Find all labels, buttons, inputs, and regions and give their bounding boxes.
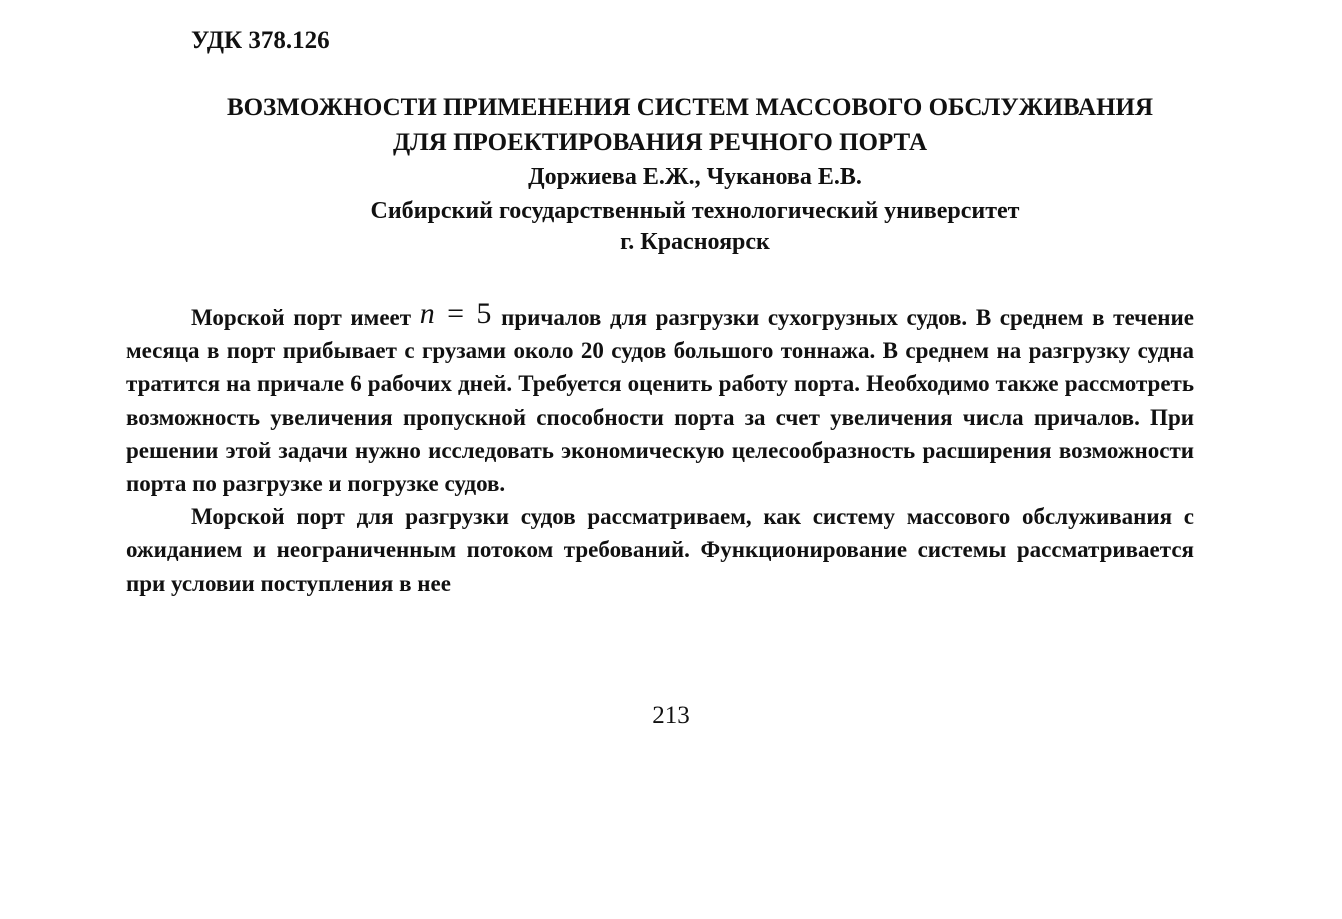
formula-variable: n (419, 297, 436, 330)
formula-value: = 5 (435, 297, 493, 330)
affiliation: Сибирский государственный технологический университет (370, 198, 1020, 224)
authors: Доржиева Е.Ж., Чуканова Е.В. (528, 164, 862, 190)
paragraph-2: Морской порт для разгрузки судов рассматриваем, как систему массового обслуживания с ожиданием и неограниченным потоком требований. Функционирование системы рассматривается при условии поступления в нее (126, 504, 1194, 596)
paragraph-1-start: Морской порт имеет (191, 305, 420, 330)
paragraph-1-rest: причалов для разгрузки сухогрузных судов. В среднем в течение месяца в порт прибывает с грузами около 20 судов большого тоннажа. В среднем на разгрузку судна тратится на причале 6 рабочих дней. Требуется оценить работу порта. Необходимо также рассмотреть возможность увеличения пропускной способности порта за счет увеличения числа причалов. При решении этой задачи нужно исследовать экономическую целесообразность расширения возможности порта по разгрузке и погрузке судов. (126, 305, 1195, 497)
paper-title-line-2: ДЛЯ ПРОЕКТИРОВАНИЯ РЕЧНОГО ПОРТА (392, 129, 928, 156)
page-number: 213 (652, 702, 690, 729)
udc-code: УДК 378.126 (191, 27, 330, 54)
paragraph-1 (126, 297, 1194, 500)
body-text (126, 297, 1194, 600)
paper-title-line-1: ВОЗМОЖНОСТИ ПРИМЕНЕНИЯ СИСТЕМ МАССОВОГО ОБСЛУЖИВАНИЯ (226, 94, 1154, 121)
city: г. Красноярск (620, 229, 770, 255)
formula-n-equals-5 (420, 297, 493, 330)
